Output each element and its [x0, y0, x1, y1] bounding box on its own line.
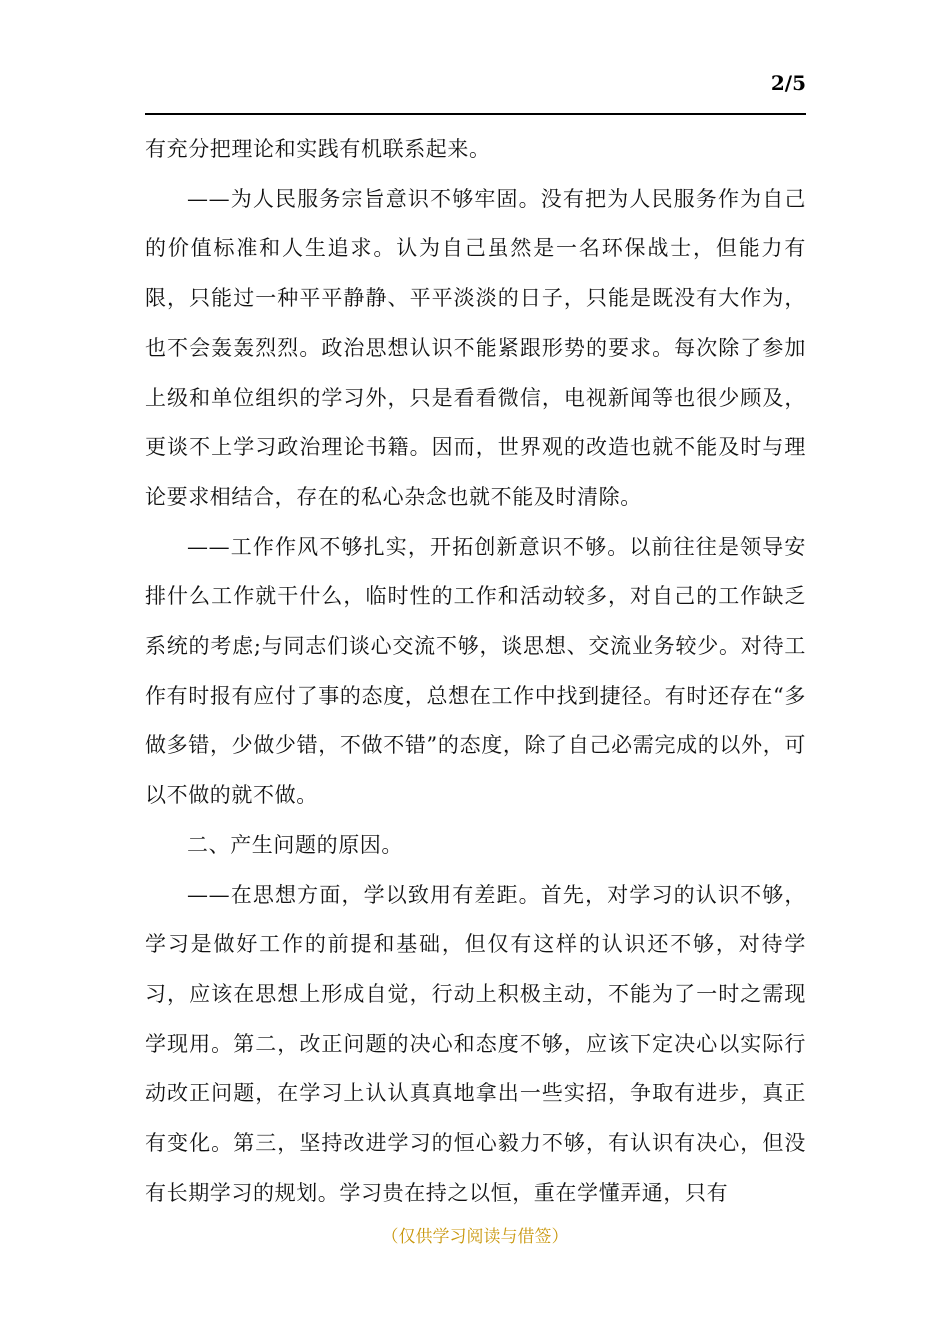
header-divider: [145, 113, 806, 115]
document-body: [145, 125, 806, 1218]
paragraph-thinking: ——在思想方面，学以致用有差距。首先，对学习的认识不够，学习是做好工作的前提和基础，但仅有这样的认识还不够，对待学习，应该在思想上形成自觉，行动上积极主动，不能为了一时之需现学现用。第二，改正问题的决心和态度不够，应该下定决心以实际行动改正问题，在学习上认认真真地拿出一些实招，争取有进步，真正有变化。第三，坚持改进学习的恒心毅力不够，有认识有决心，但没有长期学习的规划。学习贵在持之以恒，重在学懂弄通，只有: [145, 882, 806, 1205]
paragraph-work-style: ——工作作风不够扎实，开拓创新意识不够。以前往往是领导安排什么工作就干什么，临时性的工作和活动较多，对自己的工作缺乏系统的考虑;与同志们谈心交流不够，谈思想、交流业务较少。对待工作有时报有应付了事的态度，总想在工作中找到捷径。有时还存在“多做多错，少做少错，不做不错”的态度，除了自己必需完成的以外，可以不做的就不做。: [145, 534, 806, 808]
paragraph-continuation: 有充分把理论和实践有机联系起来。: [145, 137, 491, 161]
paragraph-service-awareness: ——为人民服务宗旨意识不够牢固。没有把为人民服务作为自己的价值标准和人生追求。认为自己虽然是一名环保战士，但能力有限，只能过一种平平静静、平平淡淡的日子，只能是既没有大作为，也不会轰轰烈烈。政治思想认识不能紧跟形势的要求。每次除了参加上级和单位组织的学习外，只是看看微信，电视新闻等也很少顾及，更谈不上学习政治理论书籍。因而，世界观的改造也就不能及时与理论要求相结合，存在的私心杂念也就不能及时清除。: [145, 186, 806, 509]
footer-note: （仅供学习阅读与借签）: [381, 1227, 569, 1247]
section-heading-causes: 二、产生问题的原因。: [187, 832, 403, 857]
page-number: 2/5: [770, 71, 806, 95]
